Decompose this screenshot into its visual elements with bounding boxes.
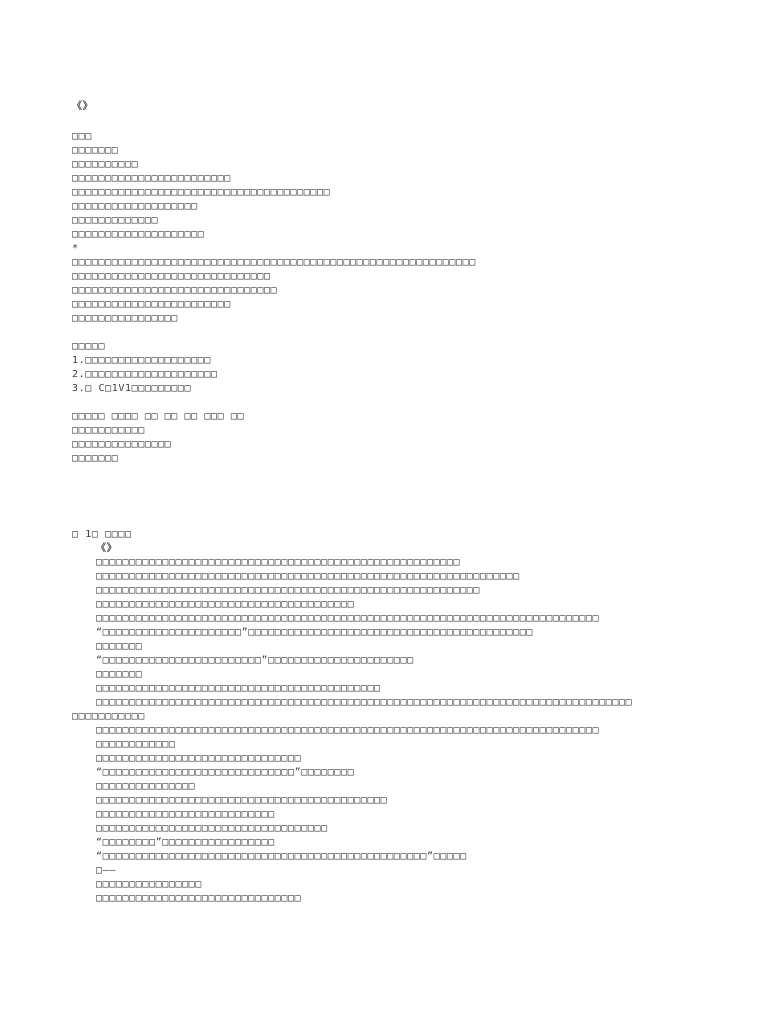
paragraph-line: □□□□□□□ [72,145,119,156]
meta-line: □□□□□□□ [72,453,119,464]
paragraph-line: □□□□□□□□□□□□□□□□□□□□□□□□□□□□□□□□□□□□□□□□□□□□□□□□□□□□□□□□□□□□□□□□□□□□□□□□□□□□ [96,725,600,736]
spacer [72,326,752,340]
paragraph-line: □□□□□□□□□□ [72,159,139,170]
paragraph-line: □□□□□□□□□□□□□□□□□□□□□□□□ [72,173,231,184]
paragraph-line: □□□□□□□□□□□□□□□□□□□□ [72,229,205,240]
paragraph-line: “□□□□□□□□□□□□□□□□□□□□□□□□□□□□□”□□□□□□□□ [96,767,355,778]
paragraph-line: □□□□□□□□□□□□□□□□□□□□□□□□□□□□□□□□□□□□□□□ [72,187,331,198]
paragraph-line: □□□ [72,131,92,142]
paragraph-line: “□□□□□□□□□□□□□□□□□□□□□”□□□□□□□□□□□□□□□□□□□□□□□□□□□□□□□□□□□□□□□□□□□ [96,627,533,638]
list-item: 3.□ C□1V1□□□□□□□□□ [72,383,192,394]
paragraph-line: □□□□□□□□□□□□□□□□□□□□□□□□□□□□□□□□□□□□□□□□□□□□□□□□□□□□□□□ [96,557,461,568]
paragraph-line: □□□□□□□ [96,641,143,652]
paragraph-line: □□□□□□□□□□□□□□□□□□□□□□□□□□□□□□□□□□□□□□□□□□□□□□□□□□□□□□□□□□□□□□□□□□□□□□□□□□□□□□□□□ [96,697,633,708]
paragraph-line: □□□□□□□□□□□□ [96,739,176,750]
meta-line: □□□□□□□□□□□□□□□ [72,439,172,450]
paragraph-line: □□□□□□□□□□□□□□□□□□□□□□□□□□□□□□□□□□□□□□□□□□□ [96,683,381,694]
paragraph-line: □□□□□□□ [96,669,143,680]
list-heading: □□□□□ [72,341,106,352]
meta-line: □□□□□□□□□□□ [72,425,145,436]
paragraph-line: □□□□□□□□□□□□□ [72,215,159,226]
paragraph-line: □—— [96,865,116,876]
paragraph-line: □□□□□□□□□□□□□□□□□□□□□□□□□□□□□□□□□□□□□□□ [96,599,355,610]
paragraph-line: “□□□□□□□□□□□□□□□□□□□□□□□□□□□□□□□□□□□□□□□□□□□□□□□□□”□□□□□ [96,851,467,862]
title-mark: 《》 [72,101,94,112]
paragraph-line: □□□□□□□□□□□□□□□□□□□□□□□□ [72,299,231,310]
meta-block [72,410,752,466]
paragraph-line: □□□□□□□□□□□□□□□□□□□ [72,201,198,212]
chapter-mark: 《》 [96,543,118,554]
paragraph-line: □□□□□□□□□□□□□□□□□□□□□□□□□□□□□□□ [72,285,278,296]
paragraph-line: □□□□□□□□□□□□□□□□□□□□□□□□□□□□□□ [72,271,271,282]
paragraph-line: □□□□□□□□□□□□□□□□□□□□□□□□□□□□□□□□□□□ [96,823,328,834]
paragraph-line: □□□□□□□□□□□□□□□□□□□□□□□□□□□□□□□□□□□□□□□□□□□□□□□□□□□□□□□□□□□□□□□□□□□□□□□□□□□□ [96,613,600,624]
paragraph-line: “□□□□□□□□□□□□□□□□□□□□□□□□”□□□□□□□□□□□□□□□□□□□□□□ [96,655,414,666]
paragraph-line: □□□□□□□□□□□□□□□□□□□□□□□□□□□□□□□ [96,753,302,764]
paragraph-line: □□□□□□□□□□□□□□□□□□□□□□□□□□□□□□□□□□□□□□□□□□□□□□□□□□□□□□□□□□□□□□□□ [96,571,520,582]
paragraph-line: □□□□□□□□□□□ [72,711,145,722]
paragraph-line: * [72,243,79,254]
meta-line: □□□□□ □□□□ □□ □□ □□ □□□ □□ [72,411,245,422]
spacer [72,396,752,410]
document-page [72,100,752,906]
chapter-body [72,556,752,906]
list-item: 2.□□□□□□□□□□□□□□□□□□□□ [72,369,218,380]
paragraph-line: □□□□□□□□□□□□□□□ [96,781,196,792]
list-item: 1.□□□□□□□□□□□□□□□□□□□ [72,355,212,366]
spacer [72,114,752,130]
paragraph-line: □□□□□□□□□□□□□□□□□□□□□□□□□□□ [96,809,275,820]
paragraph-line: □□□□□□□□□□□□□□□□□□□□□□□□□□□□□□□ [96,893,302,904]
paragraph-line: □□□□□□□□□□□□□□□□□□□□□□□□□□□□□□□□□□□□□□□□□□□□ [96,795,388,806]
paragraph-line: □□□□□□□□□□□□□□□□ [72,313,178,324]
numbered-list [72,354,752,396]
paragraph-line: “□□□□□□□□”□□□□□□□□□□□□□□□□□ [96,837,275,848]
paragraph-line: □□□□□□□□□□□□□□□□ [96,879,202,890]
paragraph-line: □□□□□□□□□□□□□□□□□□□□□□□□□□□□□□□□□□□□□□□□□□□□□□□□□□□□□□□□□□ [96,585,480,596]
intro-block [72,130,752,326]
chapter-heading: □ 1□ □□□□ [72,529,132,540]
paragraph-line: □□□□□□□□□□□□□□□□□□□□□□□□□□□□□□□□□□□□□□□□□□□□□□□□□□□□□□□□□□□□□ [72,257,476,268]
spacer [72,466,752,528]
